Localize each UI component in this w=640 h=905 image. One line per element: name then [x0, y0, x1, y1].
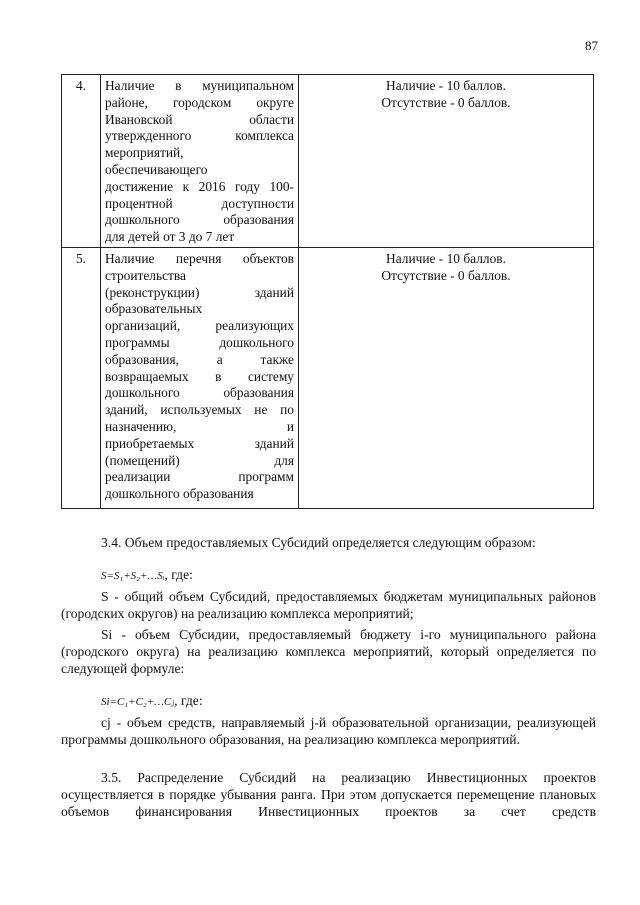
paragraph: Si - объем Субсидии, предоставляемый бюджету i-го муниципального района (городского округа) на реализацию комплекса мероприятий, который определяется по следующей формуле:: [61, 627, 596, 676]
desc-line: дошкольного образования: [105, 486, 254, 502]
criterion-score: [299, 75, 594, 248]
formula-expression: Si=C₁+C₂+…Cⱼ: [101, 696, 175, 708]
paragraph: 3.5. Распределение Субсидий на реализацию Инвестиционных проектов осуществляется в порядке убывания ранга. При этом допускается перемещение плановых объемов финансирования Инвестиционных проектов за счет средств: [61, 770, 596, 819]
desc-line: Наличие перечня объектов: [105, 251, 294, 266]
desc-line: достижение к 2016 году 100-: [105, 178, 294, 194]
definition-s: [61, 588, 596, 622]
score-line: Отсутствие - 0 баллов.: [381, 94, 511, 110]
formula-suffix: , где:: [164, 567, 193, 582]
table-row: [62, 75, 594, 248]
desc-line: дошкольного образования: [105, 385, 294, 401]
criterion-description: [101, 75, 299, 248]
paragraph: cj - объем средств, направляемый j-й образовательной организации, реализующей программы дошкольного образования, на реализацию комплекса мероприятий.: [61, 715, 596, 747]
desc-line: мероприятий,: [105, 145, 184, 161]
table-row: [62, 248, 594, 509]
definition-cj: [61, 714, 596, 748]
formula-expression: S=S₁+S₂+…Sᵢ: [101, 570, 165, 582]
desc-line: приобретаемых зданий: [105, 435, 294, 451]
page-number: 87: [585, 38, 598, 53]
desc-line: для детей от 3 до 7 лет: [105, 229, 235, 245]
desc-line: процентной доступности: [105, 195, 294, 211]
score-line: Наличие - 10 баллов.: [386, 251, 506, 266]
desc-line: строительства: [105, 267, 186, 283]
score-line: Отсутствие - 0 баллов.: [381, 267, 511, 283]
formula-total: [101, 566, 193, 585]
criteria-table: [61, 74, 594, 509]
desc-line: Ивановской области: [105, 111, 294, 127]
score-line: Наличие - 10 баллов.: [386, 78, 506, 93]
desc-line: районе, городском округе: [105, 94, 294, 110]
desc-line: дошкольного образования: [105, 212, 294, 228]
criterion-score: [299, 248, 594, 509]
desc-line: программы дошкольного: [105, 334, 294, 350]
criterion-description: [101, 248, 299, 509]
desc-line: утвержденного комплекса: [105, 128, 294, 144]
desc-line: назначению, и: [105, 418, 294, 434]
definition-si: [61, 626, 596, 677]
desc-line: зданий, используемых не по: [105, 402, 294, 418]
paragraph: S - общий объем Субсидий, предоставляемых бюджетам муниципальных районов (городских округов) на реализацию комплекса мероприятий;: [61, 589, 596, 621]
paragraph: 3.4. Объем предоставляемых Субсидий определяется следующим образом:: [101, 535, 536, 550]
desc-line: обеспечивающего: [105, 161, 208, 177]
desc-line: (реконструкции) зданий: [105, 284, 294, 300]
row-number: 4.: [62, 75, 101, 248]
desc-line: возвращаемых в систему: [105, 368, 294, 384]
desc-line: образования, а также: [105, 351, 294, 367]
formula-suffix: , где:: [174, 693, 203, 708]
desc-line: образовательных: [105, 301, 203, 317]
row-number: 5.: [62, 248, 101, 509]
desc-line: реализации программ: [105, 469, 294, 485]
formula-si: [101, 692, 203, 711]
desc-line: организаций, реализующих: [105, 318, 294, 334]
section-3-4: [61, 534, 596, 551]
desc-line: Наличие в муниципальном: [105, 78, 294, 93]
desc-line: (помещений) для: [105, 452, 294, 468]
section-3-5: [61, 769, 596, 820]
